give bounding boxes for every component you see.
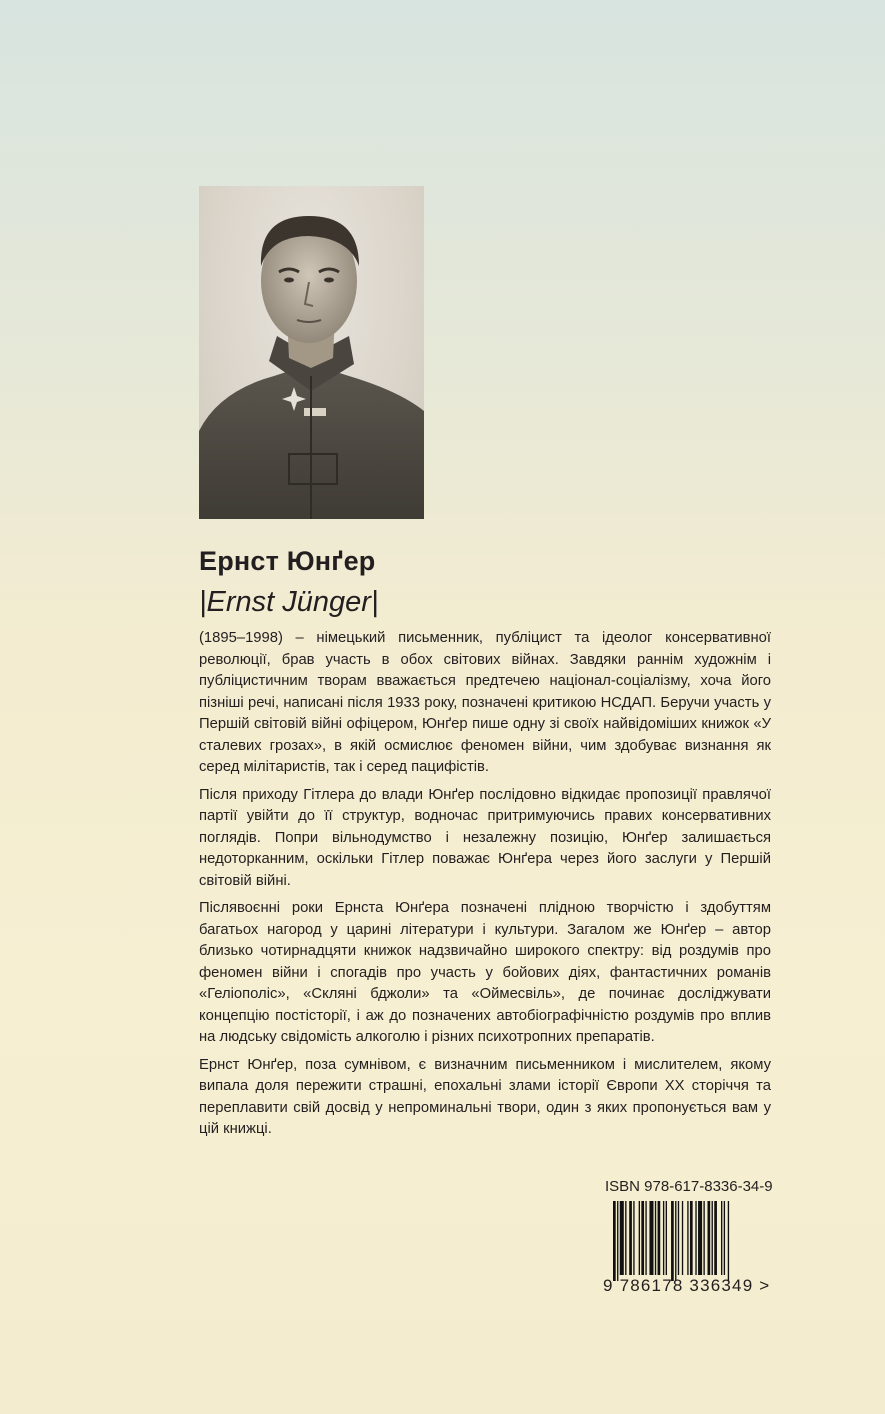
barcode-bar [641, 1201, 644, 1275]
barcode-bar [698, 1201, 702, 1275]
barcode-bar [690, 1201, 693, 1275]
barcode-bar [625, 1201, 626, 1275]
barcode-bar [675, 1201, 676, 1281]
bio-paragraph: Після приходу Гітлера до влади Юнґер послідовно відкидає пропозиції правлячої партії увійти до її структур, водночас притримуючись правих консервативних поглядів. Попри вільнодумство і незалежну позицію, Юнґер залишається недоторканним, оскільки Гітлер поважає Юнґера через його заслуги у Першій світовій війні. [199, 786, 771, 889]
barcode-bar [629, 1201, 632, 1275]
barcode-bar [721, 1201, 722, 1275]
author-name: Ернст Юнґер [199, 546, 376, 576]
barcode-bar [708, 1201, 711, 1275]
barcode-digits: 9 786178 336349 > [603, 1276, 771, 1295]
barcode-bar [639, 1201, 640, 1275]
barcode-bar [712, 1201, 713, 1275]
barcode-bar [728, 1201, 729, 1281]
barcode-bar [682, 1201, 683, 1275]
barcode-bar [695, 1201, 696, 1275]
bio-paragraph: (1895–1998) – німецький письменник, публіцист та ідеолог консервативної революції, брав участь в обох світових війнах. Завдяки раннім художнім і публіцистичним творам вважається предтечею націонал-соціалізму, хоча його пізніші речі, написані після 1933 року, позначені критикою НСДАП. Беручи участь у Першій світовій війні офіцером, Юнґер пише одну зі своїх найвідоміших книжок «У сталевих грозах», в якій осмислює феномен війни, чим здобуває визнання як серед мілітаристів, так і серед пацифістів. [199, 630, 771, 775]
barcode-bar [633, 1201, 634, 1275]
bio-paragraph: Ернст Юнґер, поза сумнівом, є визначним письменником і мислителем, якому випала доля пережити страшні, епохальні злами історії Європи XX сторіччя та переплавити свій досвід у непроминальні твори, один з яких пропонується вам у цій книжці. [199, 1056, 771, 1137]
barcode-bar [663, 1201, 664, 1275]
barcode-bar [649, 1201, 653, 1275]
barcode-bar [714, 1201, 717, 1275]
author-portrait-icon [199, 186, 424, 519]
barcode-bar [620, 1201, 624, 1275]
barcode-bar [703, 1201, 704, 1275]
barcode-bar [658, 1201, 661, 1275]
barcode-bar [613, 1201, 616, 1281]
barcode-bar [666, 1201, 667, 1275]
barcode-bar [671, 1201, 674, 1281]
author-biography [199, 628, 771, 1147]
barcode-bar [724, 1201, 725, 1275]
barcode-bar [617, 1201, 618, 1281]
barcode-bar [687, 1201, 688, 1275]
barcode-bar [645, 1201, 646, 1275]
isbn-number: ISBN 978-617-8336-34-9 [605, 1178, 773, 1195]
author-latin-name: |Ernst Jünger| [199, 586, 379, 618]
bio-paragraph: Післявоєнні роки Ернста Юнґера позначені плідною творчістю і здобуттям багатьох нагород у царині літератури і культури. Загалом же Юнґер – автор близько чотирнадцяти книжок надзвичайно широкого спектру: від роздумів про феномен війни і спогадів про участь у бойових діях, фантастичних романів «Геліополіс», «Скляні бджоли» та «Оймесвіль», де починає досліджувати концепцію постісторії, і аж до позначених автобіографічністю роздумів про вплив на людську свідомість алкоголю і різних психотропних препаратів. [199, 900, 771, 1045]
barcode-bar [655, 1201, 656, 1275]
barcode-bar [678, 1201, 679, 1275]
author-photo [199, 186, 424, 519]
